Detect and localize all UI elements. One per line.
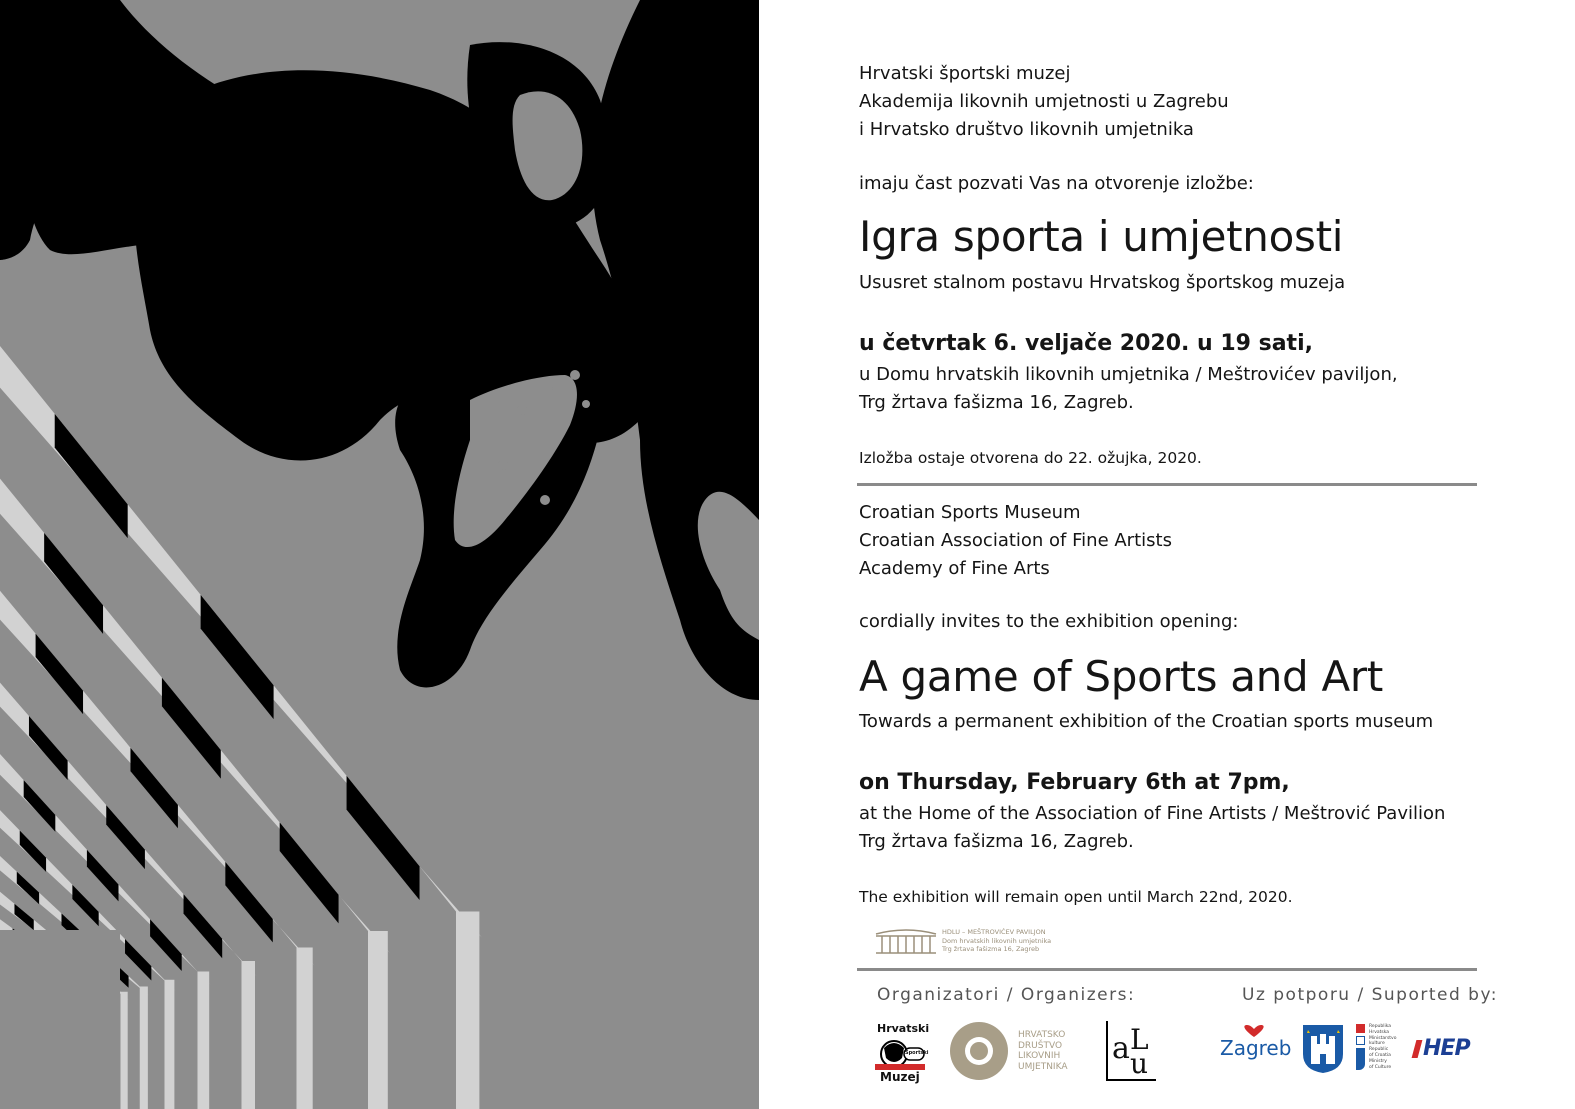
sports-museum-logo-top: Hrvatski bbox=[877, 1022, 930, 1035]
hurdle-post bbox=[165, 980, 175, 1109]
alu-logo-u: u bbox=[1130, 1047, 1149, 1080]
sports-museum-logo-bottom: Muzej bbox=[880, 1070, 920, 1084]
ministry-line-5: Republic bbox=[1369, 1047, 1389, 1053]
hdlu-emblem-icon bbox=[948, 1020, 1010, 1082]
city-of-zagreb-logo bbox=[1220, 1024, 1290, 1064]
organizer-line-hr-2: Akademija likovnih umjetnosti u Zagrebu bbox=[859, 91, 1229, 112]
hep-logo-text: HEP bbox=[1423, 1036, 1470, 1061]
hdlu-logo-line-3: LIKOVNIH bbox=[1018, 1051, 1061, 1061]
supporters-label: Uz potporu / Suported by: bbox=[1242, 985, 1499, 1005]
organizer-line-en-1: Croatian Sports Museum bbox=[859, 502, 1081, 523]
zagreb-coat-of-arms-icon bbox=[1302, 1024, 1344, 1074]
invitation-intro-hr: imaju čast pozvati Vas na otvorenje izložbe: bbox=[859, 173, 1254, 194]
ministry-line-1: Republika bbox=[1369, 1024, 1392, 1029]
hdlu-logo-line-2: DRUŠTVO bbox=[1018, 1040, 1063, 1051]
organizer-line-hr-1: Hrvatski športski muzej bbox=[859, 63, 1071, 84]
organizer-line-en-2: Croatian Association of Fine Artists bbox=[859, 530, 1172, 551]
closing-date-en: The exhibition will remain open until March 22nd, 2020. bbox=[859, 888, 1293, 906]
organizers-label: Organizatori / Organizers: bbox=[877, 985, 1136, 1005]
venue-logo bbox=[874, 924, 1054, 958]
exhibition-subtitle-en: Towards a permanent exhibition of the Croatian sports museum bbox=[859, 711, 1434, 732]
hurdle-post bbox=[456, 912, 479, 1109]
ministry-line-6: of Croatia bbox=[1369, 1052, 1391, 1058]
hurdle-post bbox=[242, 961, 256, 1109]
pavilion-icon bbox=[874, 926, 938, 956]
ministry-line-3: Ministarstvo bbox=[1369, 1035, 1397, 1041]
venue-logo-line-2: Dom hrvatskih likovnih umjetnika bbox=[942, 936, 1052, 945]
hdlu-logo-line-4: UMJETNIKA bbox=[1018, 1061, 1068, 1072]
venue-logo-line-1: HDLU – MEŠTROVIĆEV PAVILJON bbox=[942, 928, 1046, 936]
hdlu-logo-line-1: HRVATSKO bbox=[1018, 1030, 1066, 1040]
venue-line-hr-2: Trg žrtava fašizma 16, Zagreb. bbox=[859, 392, 1134, 413]
alu-logo-a: a bbox=[1112, 1031, 1130, 1066]
event-date-hr: u četvrtak 6. veljače 2020. u 19 sati, bbox=[859, 331, 1313, 356]
footer-divider bbox=[857, 968, 1477, 971]
alu-logo-l: L bbox=[1130, 1023, 1149, 1056]
invitation-intro-en: cordially invites to the exhibition opening: bbox=[859, 611, 1239, 632]
event-date-en: on Thursday, February 6th at 7pm, bbox=[859, 770, 1290, 795]
venue-line-en-1: at the Home of the Association of Fine Artists / Meštrović Pavilion bbox=[859, 803, 1446, 824]
section-divider bbox=[857, 483, 1477, 486]
hurdle-post bbox=[121, 992, 128, 1109]
alu-logo bbox=[1106, 1021, 1158, 1081]
hurdle-post bbox=[368, 931, 388, 1109]
venue-line-en-2: Trg žrtava fašizma 16, Zagreb. bbox=[859, 831, 1134, 852]
venue-logo-line-3: Trg žrtava fašizma 16, Zagreb bbox=[942, 945, 1040, 953]
organizer-line-en-3: Academy of Fine Arts bbox=[859, 558, 1050, 579]
ministry-line-2: Hrvatska bbox=[1369, 1029, 1390, 1035]
exhibition-title-en: A game of Sports and Art bbox=[859, 652, 1384, 701]
venue-line-hr-1: u Domu hrvatskih likovnih umjetnika / Meštrovićev paviljon, bbox=[859, 364, 1398, 385]
sports-museum-logo-badge: Športski bbox=[905, 1050, 929, 1056]
exhibition-title-hr: Igra sporta i umjetnosti bbox=[859, 212, 1344, 261]
zagreb-logo-text: Zagreb bbox=[1220, 1036, 1292, 1060]
hurdle-post bbox=[297, 948, 313, 1109]
ministry-line-8: of Culture bbox=[1369, 1064, 1392, 1070]
sports-museum-logo bbox=[874, 1022, 930, 1084]
hurdle-post bbox=[198, 972, 210, 1109]
hurdle-post bbox=[140, 987, 148, 1109]
poster-artwork bbox=[0, 0, 759, 1109]
hdlu-logo bbox=[948, 1020, 1088, 1082]
organizer-line-hr-3: i Hrvatsko društvo likovnih umjetnika bbox=[859, 119, 1194, 140]
exhibition-subtitle-hr: Ususret stalnom postavu Hrvatskog športskog muzeja bbox=[859, 272, 1346, 293]
hep-logo bbox=[1414, 1036, 1484, 1066]
closing-date-hr: Izložba ostaje otvorena do 22. ožujka, 2020. bbox=[859, 449, 1202, 467]
ministry-of-culture-logo bbox=[1356, 1024, 1404, 1074]
ministry-line-7: Ministry bbox=[1369, 1058, 1387, 1064]
tunnel-core bbox=[0, 930, 120, 1109]
ministry-line-4: kulture bbox=[1369, 1041, 1385, 1047]
